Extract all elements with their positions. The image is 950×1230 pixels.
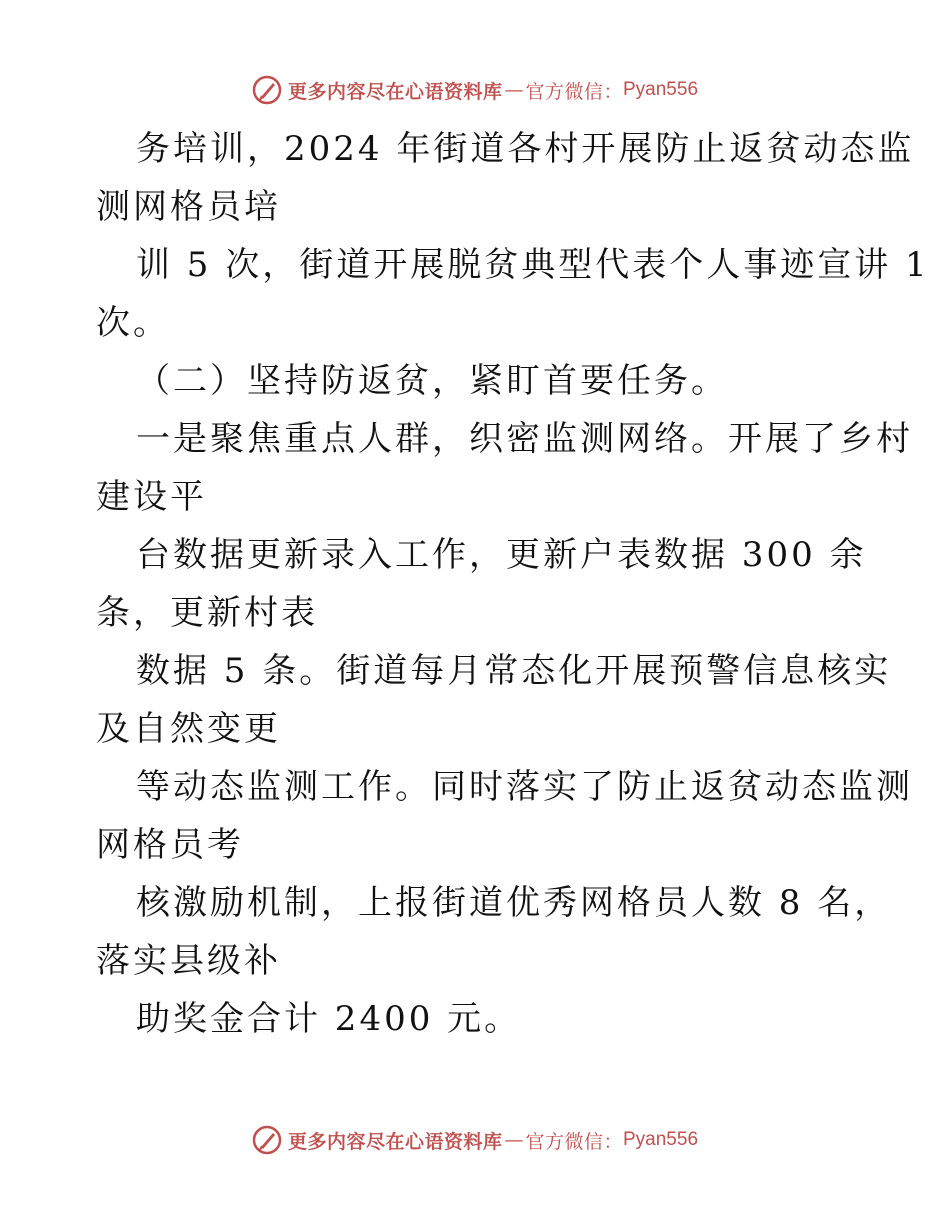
body-line: 助奖金合计 2400 元。 xyxy=(136,999,522,1039)
body-line: 一是聚焦重点人群，织密监测网络。开展了乡村 xyxy=(136,419,913,459)
body-line: 落实县级补 xyxy=(96,941,281,981)
banner-separator: — xyxy=(504,79,524,101)
banner-contact-label: 官方微信： xyxy=(525,1130,623,1153)
quill-logo-icon xyxy=(252,1125,282,1155)
body-line: 台数据更新录入工作，更新户表数据 300 余 xyxy=(136,535,867,575)
body-line: 条，更新村表 xyxy=(96,593,318,633)
banner-separator: — xyxy=(504,1129,524,1151)
body-line: 网格员考 xyxy=(96,825,244,865)
body-line: 及自然变更 xyxy=(96,709,281,749)
body-line: 训 5 次，街道开展脱贫典型代表个人事迹宣讲 1 xyxy=(136,245,930,285)
section-heading: （二）坚持防返贫，紧盯首要任务。 xyxy=(136,361,728,401)
banner-contact-label: 官方微信： xyxy=(525,80,623,103)
banner-brand: 更多内容尽在心语资料库 xyxy=(287,80,503,103)
body-line: 建设平 xyxy=(96,477,207,517)
banner-brand: 更多内容尽在心语资料库 xyxy=(287,1130,503,1153)
quill-logo-icon xyxy=(252,75,282,105)
banner-account: Pyan556 xyxy=(623,1129,699,1150)
document-body xyxy=(96,120,930,1048)
banner-account: Pyan556 xyxy=(623,79,699,100)
body-line: 务培训，2024 年街道各村开展防止返贫动态监 xyxy=(136,129,915,169)
body-line: 次。 xyxy=(96,303,170,343)
header-banner xyxy=(0,72,950,108)
body-line: 数据 5 条。街道每月常态化开展预警信息核实 xyxy=(136,651,892,691)
footer-banner xyxy=(0,1122,950,1158)
body-line: 测网格员培 xyxy=(96,187,281,227)
body-line: 核激励机制，上报街道优秀网格员人数 8 名， xyxy=(136,883,892,923)
body-line: 等动态监测工作。同时落实了防止返贫动态监测 xyxy=(136,767,913,807)
